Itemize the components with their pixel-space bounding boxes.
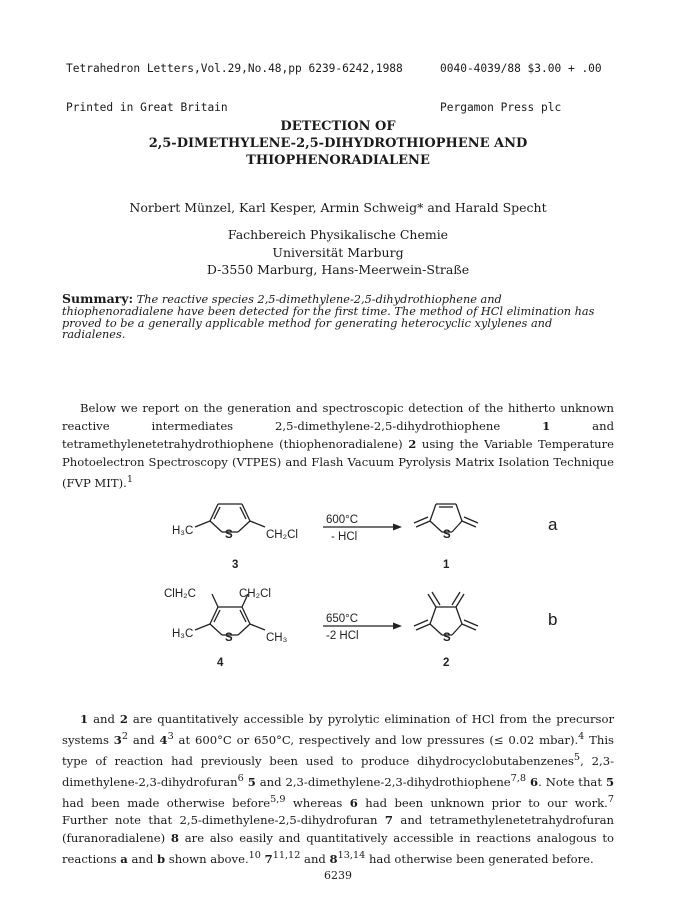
arrow-head-b (393, 623, 402, 630)
reaction-ref: b (156, 852, 166, 867)
methyl-label: CH₃ (266, 632, 288, 644)
body-text: whereas (285, 795, 350, 810)
body-text: had been unknown prior to our work. (357, 795, 608, 810)
affiliation-line-3: D-3550 Marburg, Hans-Meerwein-Straße (206, 262, 470, 277)
intro-text-2: and tetramethylenetetrahydrothiophene (thiophenoradialene) (62, 419, 614, 451)
methyl-label: H₃C (172, 525, 194, 537)
reaction-ref: a (120, 852, 128, 867)
affiliation-line-1: Fachbereich Physikalische Chemie (227, 227, 449, 242)
temperature-b: 650°C (326, 613, 359, 625)
citation-ref: 4 (578, 731, 585, 742)
compound-number-1: 1 (443, 559, 450, 571)
compound-number-4: 4 (217, 657, 224, 669)
methyl-label: H₃C (172, 628, 194, 640)
body-text: and (127, 852, 157, 867)
compound-ref: 6 (349, 795, 358, 810)
compound-ref: 4 (159, 732, 168, 747)
author-list: Norbert Münzel, Karl Kesper, Armin Schweig* and Harald Specht (129, 200, 547, 215)
reagent-b: -2 HCl (326, 630, 359, 642)
compound-ref: 8 (170, 831, 179, 846)
body-text: Further note that 2,5-dimethylene-2,5-dihydrofuran (62, 813, 385, 828)
compound-ref: 1 (542, 419, 551, 433)
body-text: are also easily and quantitatively accessible in reactions analogous to reactions (62, 831, 614, 867)
citation-ref: 10 (248, 850, 261, 862)
compound-ref: 2 (119, 712, 128, 726)
reaction-label-a: a (548, 515, 558, 534)
body-text: and 2,3-dimethylene-2,3-dihydrothiophene (255, 774, 511, 789)
title-line-2: 2,5-DIMETHYLENE-2,5-DIHYDROTHIOPHENE AND (148, 136, 528, 151)
chloromethyl-label: CH₂Cl (266, 529, 298, 541)
compound-ref: 2 (408, 437, 417, 451)
title-line-3: THIOPHENORADIALENE (246, 153, 430, 168)
compound-ref: 1 (80, 712, 89, 726)
body-text: This type of reaction had previously been used to produce dihydrocyclobutabenzenes (62, 732, 615, 768)
body-text: and (128, 732, 160, 747)
compound-number-3: 3 (232, 559, 239, 571)
compound-ref: 5 (247, 774, 256, 789)
body-text: shown above. (165, 852, 249, 867)
arrow-head-a (393, 524, 402, 531)
compound-ref: 3 (113, 732, 122, 747)
title-line-1: DETECTION OF (280, 119, 396, 134)
intro-text-1: Below we report on the generation and spectroscopic detection of the hitherto unknown reactive intermediates 2,5-dimethylene-2,5-dihydrothiophene (62, 401, 614, 433)
publisher: Pergamon Press plc (440, 101, 562, 114)
body-text: had been made otherwise before (62, 795, 271, 810)
citation-ref: 13,14 (337, 850, 366, 862)
reaction-label-b: b (548, 610, 558, 629)
citation-ref: 11,12 (272, 850, 301, 862)
price-code: 0040-4039/88 $3.00 + .00 (440, 62, 602, 75)
thiophenoradialene-2 (414, 592, 478, 635)
compound-ref: 6 (529, 774, 539, 789)
body-text: and (300, 852, 330, 867)
summary-text: The reactive species 2,5-dimethylene-2,5-dihydrothiophene and thiophenoradialene have been detected for the first time. The method of HCl elimination has proved to be a generally applicable method for generating heterocyclic xylylenes and radialenes. (62, 293, 595, 342)
temperature-a: 600°C (326, 514, 359, 526)
sulfur-label: S (225, 632, 233, 644)
results-paragraph (62, 710, 614, 868)
compound-number-2: 2 (443, 657, 450, 669)
journal-citation: Tetrahedron Letters,Vol.29,No.48,pp 6239-6242,1988 (66, 62, 403, 75)
citation-ref: 6 (237, 772, 244, 784)
reaction-scheme (0, 495, 676, 680)
reagent-a: - HCl (331, 531, 358, 543)
affiliation-line-2: Universität Marburg (272, 244, 404, 260)
body-text: , 2,3-dimethylene-2,3-dihydrofuran (62, 753, 614, 789)
citation-ref: 7 (607, 793, 615, 805)
compound-ref: 5 (605, 774, 615, 789)
sulfur-label: S (225, 529, 233, 541)
compound-ref: 8 (329, 852, 338, 867)
citation-ref: 3 (167, 731, 174, 742)
dimethylene-dihydrothiophene-1 (414, 504, 478, 532)
affiliation (0, 226, 676, 279)
article-title (0, 118, 676, 169)
intro-text-3: using the Variable Temperature Photoelectron Spectroscopy (VTPES) and Flash Vacuum Pyrolysis Matrix Isolation Technique (FVP MIT). (62, 437, 614, 490)
citation-ref: 2 (121, 731, 128, 742)
citation-ref: 1 (126, 474, 133, 485)
thiophene-ring-4 (195, 594, 265, 635)
body-text: and tetramethylenetetrahydrofuran (furanoradialene) (62, 813, 614, 846)
compound-ref: 7 (384, 813, 393, 828)
citation-ref: 7,8 (510, 772, 527, 784)
sulfur-label: S (443, 529, 451, 541)
page-number: 6239 (324, 869, 352, 882)
body-text: at 600°C or 650°C, respectively and low pressures (≤ 0.02 mbar). (173, 732, 579, 747)
citation-ref: 5,9 (270, 793, 286, 805)
body-text: . Note that (538, 774, 606, 789)
body-text: had otherwise been generated before. (365, 852, 594, 867)
citation-ref: 5 (573, 751, 581, 763)
printed-location: Printed in Great Britain (66, 101, 228, 114)
compound-ref: 7 (264, 852, 273, 867)
thiophene-ring-3 (195, 504, 265, 532)
intro-paragraph (62, 399, 614, 492)
chloromethyl-label: CH₂Cl (239, 588, 271, 600)
summary-label: Summary: (62, 291, 134, 306)
summary-block (62, 293, 614, 341)
body-text: are quantitatively accessible by pyrolytic elimination of HCl from the precursor systems (62, 712, 615, 747)
body-text: and (88, 712, 120, 726)
chloromethyl-label: ClH₂C (164, 588, 196, 600)
sulfur-label: S (443, 632, 451, 644)
